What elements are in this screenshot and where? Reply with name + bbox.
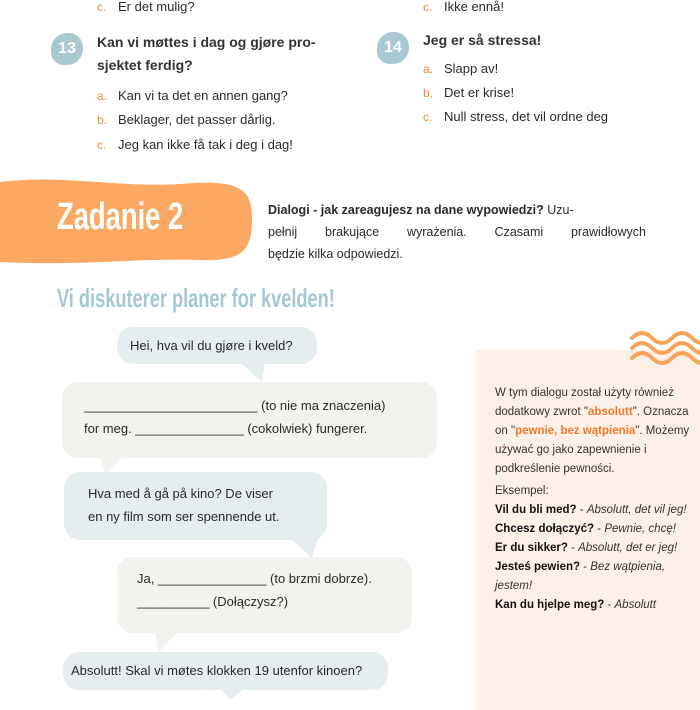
example: Chcesz dołączyć? - Pewnie, chcę!	[495, 523, 676, 535]
instruction-text: Uzu-	[543, 203, 574, 217]
question-line: sjektet ferdig?	[97, 57, 193, 73]
bubble-tail	[240, 362, 265, 382]
option-text: Null stress, det vil ordne deg	[444, 109, 609, 124]
dialog-heading: Vi diskuterer planer for kvelden!	[57, 283, 335, 313]
option-text: Det er krise!	[444, 85, 515, 100]
dialog-bubble	[117, 327, 317, 364]
note-text: W tym dialogu został użyty również dodatkowy zwrot	[495, 387, 674, 418]
dialog-bubble	[62, 382, 437, 458]
question-line: Kan vi møttes i dag og gjøre pro-	[97, 34, 316, 50]
example: Vil du bli med? - Absolutt, det vil jeg!	[495, 504, 687, 516]
example-answer: Absolutt, det vil jeg!	[586, 504, 687, 516]
instruction-text: pełnij brakujące wyrażenia. Czasami prawidłowych	[268, 225, 646, 239]
bubble-line: Absolutt! Skal vi møtes klokken 19 utenfor kinoen?	[71, 663, 363, 678]
option-text: Beklager, det passer dårlig.	[118, 112, 276, 127]
note-text: . Możemy używać go jako zapewnienie i podkreślenie pewności.	[495, 425, 690, 475]
example-answer: Pewnie, chcę!	[604, 523, 676, 535]
bubble-line: Hei, hva vil du gjøre i kveld?	[130, 338, 293, 353]
option-letter: c.	[97, 138, 107, 152]
bubble-line: ________________________ (to nie ma znaczenia)	[84, 398, 386, 413]
option-letter: a.	[97, 89, 108, 103]
bubble-line: Hva med å gå på kino? De viser	[88, 486, 273, 501]
bubble-line: __________ (Dołączysz?)	[137, 594, 289, 609]
option-text: Jeg kan ikke få tak i deg i dag!	[118, 137, 293, 152]
option-letter: b.	[423, 86, 434, 100]
note-box	[476, 350, 700, 710]
task-title: Zadanie 2	[57, 196, 184, 238]
example: Er du sikker? - Absolutt, det er jeg!	[495, 542, 678, 554]
example-question: Chcesz dołączyć?	[495, 523, 595, 535]
instruction-bold: Dialogi - jak zareagujesz na dane wypowiedzi?	[268, 203, 544, 217]
bubble-line: en ny film som ser spennende ut.	[88, 509, 280, 524]
option-text: Ikke ennå!	[444, 0, 504, 14]
dialog-bubble	[64, 472, 327, 540]
highlight-term: absolutt	[587, 406, 633, 418]
note-intro: W tym dialogu został użyty również dodatkowy zwrot "absolutt". Oznacza on "pewnie, bez wątpienia". Możemy używać go jako zapewnienie i podkreślenie pewności.	[495, 387, 690, 475]
option-text: Slapp av!	[444, 61, 499, 76]
example: Jesteś pewien? - Bez wątpienia, jestem!	[495, 561, 666, 592]
example-answer: Bez wątpienia, jestem!	[495, 561, 666, 592]
option-letter: c.	[97, 0, 107, 14]
example-question: Jesteś pewien?	[495, 561, 581, 573]
question-number-badge: 14	[377, 32, 409, 64]
bubble-line: for meg. _______________ (cokolwiek) fungerer.	[84, 421, 368, 436]
example-question: Vil du bli med?	[495, 504, 577, 516]
instruction-text: będzie kilka odpowiedzi.	[268, 247, 403, 261]
question-line: Jeg er så stressa!	[423, 32, 542, 48]
option-letter: a.	[423, 62, 434, 76]
bubble-tail	[155, 630, 180, 653]
wave-decoration-icon	[628, 326, 700, 366]
highlight-term: pewnie, bez wątpienia	[515, 425, 636, 437]
bubble-line: Ja, _______________ (to brzmi dobrze).	[137, 571, 372, 586]
question-number-badge: 13	[51, 33, 83, 65]
option-letter: c.	[423, 0, 433, 14]
dialog-bubble	[63, 652, 388, 690]
option-letter: b.	[97, 113, 108, 127]
option-text: Kan vi ta det en annen gang?	[118, 88, 288, 103]
example-answer: Absolutt	[614, 599, 657, 611]
option-letter: c.	[423, 110, 433, 124]
example-question: Er du sikker?	[495, 542, 568, 554]
example: Kan du hjelpe meg? - Absolutt	[495, 599, 657, 611]
bubble-tail	[290, 538, 318, 558]
option-text: Er det mulig?	[118, 0, 195, 14]
dialog-bubble	[117, 557, 412, 633]
note-text: . Oznacza on	[495, 406, 689, 437]
example-question: Kan du hjelpe meg?	[495, 599, 605, 611]
example-answer: Absolutt, det er jeg!	[578, 542, 678, 554]
example-label: Eksempel:	[495, 485, 549, 497]
